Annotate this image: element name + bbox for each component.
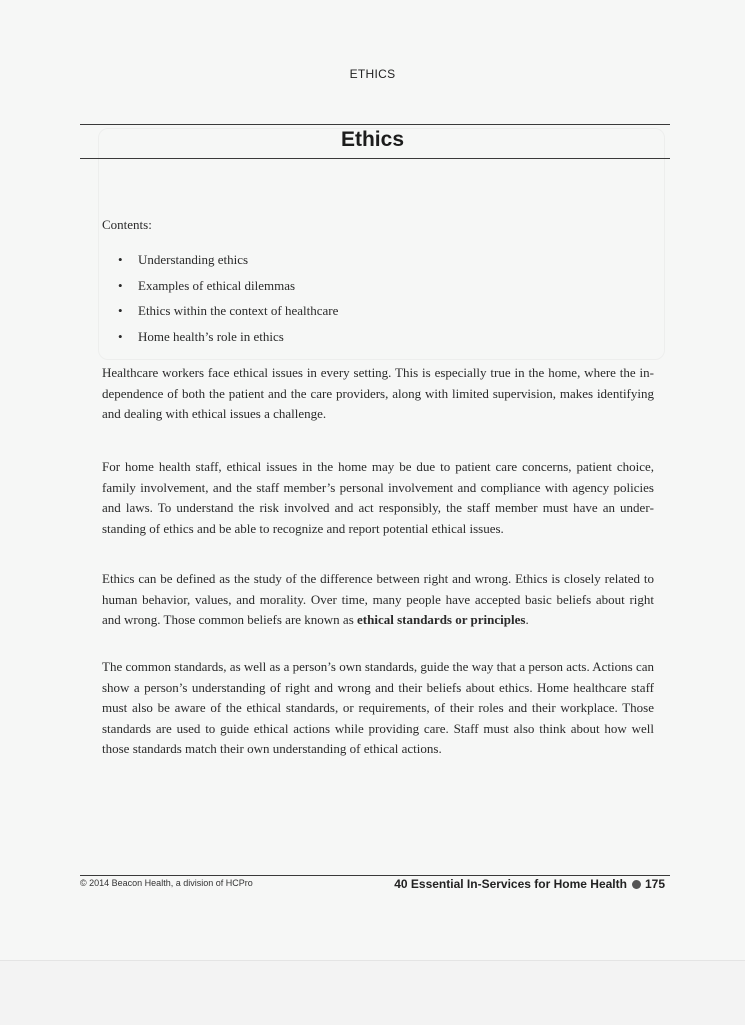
paragraph-home-health: For home health staff, ethical issues in the home may be due to patient care concerns, patient choice, family involvement, and the staff member’s personal involvement and compliance with agency policies and laws. To understand the risk involved and act responsibly, the staff member must have an understanding of ethics and be able to recognize and report potential ethical issues. (102, 459, 654, 536)
contents-list (118, 250, 338, 352)
paragraph-intro: Healthcare workers face ethical issues in every setting. This is especially true in the home, where the independence of both the patient and the care providers, along with limited supervision, makes identifying and dealing with ethical issues a challenge. (102, 365, 654, 421)
contents-item: • Examples of ethical dilemmas (118, 276, 338, 302)
paragraph-definition (102, 569, 654, 631)
contents-label: Contents: (102, 217, 152, 232)
book-title: 40 Essential In-Services for Home Health (394, 877, 627, 891)
contents-item: • Understanding ethics (118, 250, 338, 276)
page-number: 175 (644, 877, 665, 891)
definition-text: Ethics can be defined as the study of the difference between right and wrong. Ethics is closely related to human behavior, values, and morality. Over time, many people have accepted basic beliefs about right and wrong. Those common beliefs are known as (102, 571, 654, 627)
footer-book-info (394, 877, 665, 891)
scan-margin (0, 960, 745, 1025)
paragraph-standards: The common standards, as well as a person’s own standards, guide the way that a person acts. Actions can show a person’s understanding of right and wrong and their beliefs about ethics. Home healthcare staff must also be aware of the ethical standards, or requirements, of their roles and their workplace. Those standards are used to guide ethical actions while providing care. Staff must also think about how well those standards match their own understanding of ethical actions. (102, 659, 654, 756)
definition-end: . (525, 612, 529, 627)
title-rule-top (80, 124, 670, 125)
bullet-dot-icon (632, 880, 641, 889)
contents-item: • Home health’s role in ethics (118, 327, 338, 353)
copyright: © 2014 Beacon Health, a division of HCPro (80, 878, 253, 888)
running-head: ETHICS (349, 67, 396, 81)
title-rule-bottom (80, 158, 670, 159)
page-title: Ethics (340, 128, 405, 151)
ethical-standards-term: ethical standards or principles (357, 612, 526, 627)
footer-rule (80, 875, 670, 876)
contents-item: • Ethics within the context of healthcare (118, 301, 338, 327)
